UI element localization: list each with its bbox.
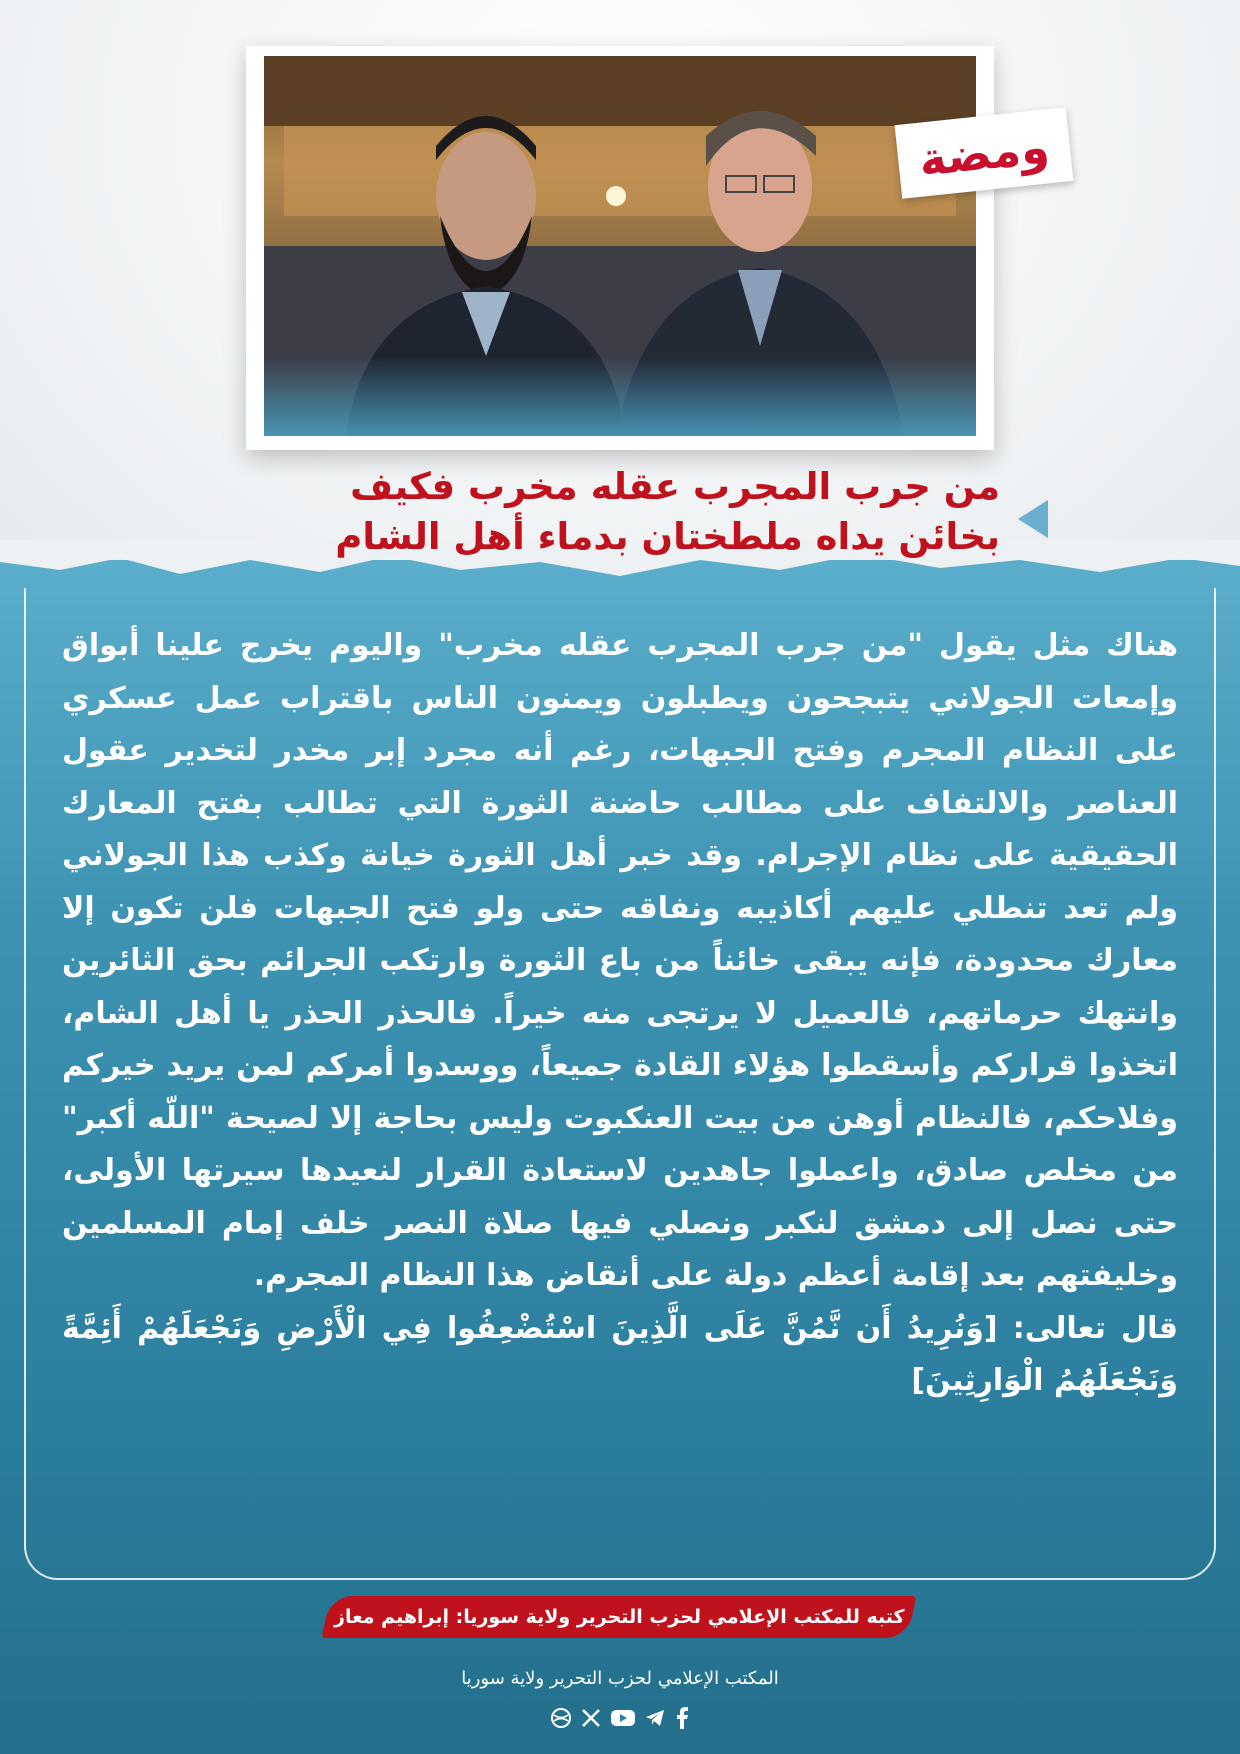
web-icon[interactable] [550,1705,572,1731]
x-icon[interactable] [580,1705,602,1731]
brand-logo-text: ومضة [916,119,1052,187]
article-paragraph: هناك مثل يقول "من جرب المجرب عقله مخرب" واليوم يخرج علينا أبواق وإمعات الجولاني يتبجحون ويطبلون ويمنون الناس باقتراب عمل عسكري على النظام المجرم وفتح الجبهات، رغم أنه مجرد إبر مخدر لتخدير عقول العناصر والالتفاف على مطالب حاضنة الثورة التي تطالب بفتح المعارك الحقيقية على نظام الإجرام. وقد خبر أهل الثورة خيانة وكذب هذا الجولاني ولم تعد تنطلي عليهم أكاذيبه ونفاقه حتى ولو فتح الجبهات فلن تكون إلا معارك محدودة، فإنه يبقى خائناً من باع الثورة وارتكب الجرائم بحق الثائرين وانتهك حرماتهم، فالعميل لا يرتجى منه خيراً. فالحذر الحذر يا أهل الشام، اتخذوا قراركم وأسقطوا هؤلاء القادة جميعاً، ووسدوا أمركم لمن يريد خيركم وفلاحكم، فالنظام أوهن من بيت العنكبوت وليس بحاجة إلا لصيحة "اللّه أكبر" من مخلص صادق، واعملوا جاهدين لاستعادة القرار لنعيدها سيرتها الأولى، حتى نصل إلى دمشق لنكبر ونصلي فيها صلاة النصر خلف إمام المسلمين وخليفتهم بعد إقامة أعظم دولة على أنقاض هذا النظام المجرم. [62,628,1178,1293]
author-credit-text: كتبه للمكتب الإعلامي لحزب التحرير ولاية سوريا: إبراهيم معاز [333,1606,905,1628]
photo-frame [246,46,994,450]
headline-line-1: من جرب المجرب عقله مخرب فكيف [350,465,1000,508]
headline [200,462,1000,562]
quran-verse: قال تعالى: [وَنُرِيدُ أَن نَّمُنَّ عَلَى الَّذِينَ اسْتُضْعِفُوا فِي الْأَرْضِ وَنَجْعَلَهُمْ أَئِمَّةً وَنَجْعَلَهُمُ الْوَارِثِينَ] [62,1310,1178,1398]
photo-illustration [264,56,976,436]
headline-line-2: بخائن يداه ملطختان بدماء أهل الشام [335,515,1000,558]
footer-org: المكتب الإعلامي لحزب التحرير ولاية سوريا [461,1668,779,1689]
headline-arrow-icon [1018,500,1048,538]
youtube-icon[interactable] [610,1705,636,1731]
facebook-icon[interactable] [674,1705,690,1731]
telegram-icon[interactable] [644,1705,666,1731]
photo [264,56,976,436]
article-body [62,620,1178,1408]
social-links [550,1705,690,1735]
author-credit-banner [322,1596,917,1638]
